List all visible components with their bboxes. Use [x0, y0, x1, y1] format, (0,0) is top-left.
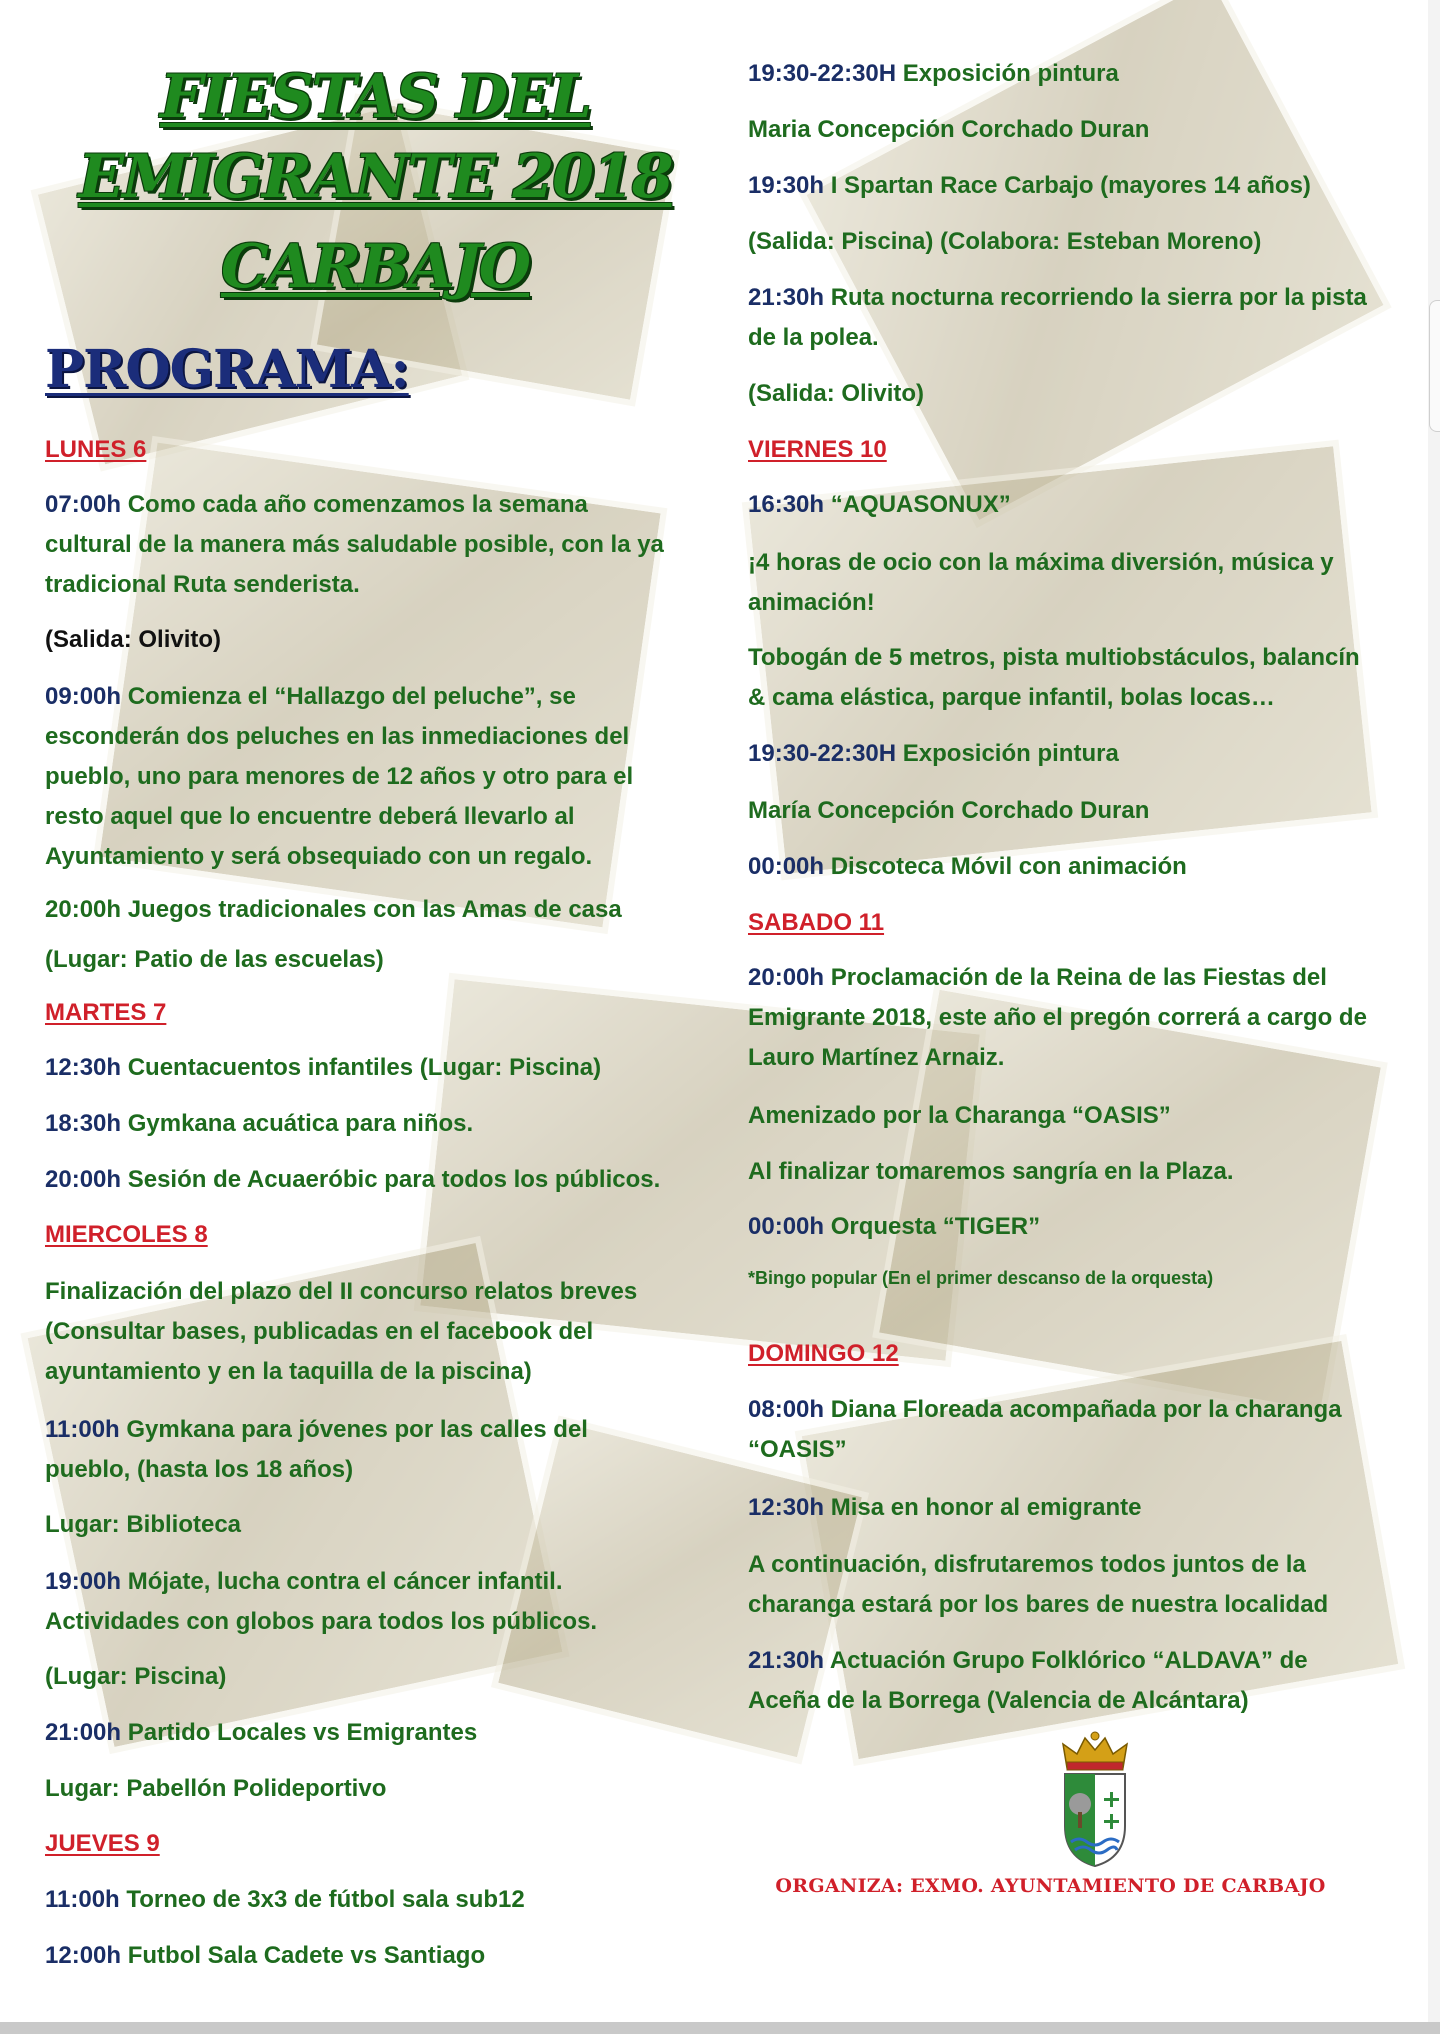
- event-lunes-3: [45, 677, 705, 877]
- event-miercoles-6: [45, 1713, 705, 1753]
- event-miercoles-1: [45, 1272, 705, 1392]
- event-time: 12:30h: [45, 1054, 122, 1081]
- event-text: Actividades con globos para todos los públicos.: [45, 1608, 598, 1635]
- day-heading-lunes: LUNES 6: [45, 436, 147, 463]
- event-time: 21:30h: [748, 1647, 825, 1674]
- event-text: Como cada año comenzamos la semana: [121, 491, 588, 518]
- event-text: Emigrante 2018, este año el pregón correrá a cargo de: [748, 1004, 1367, 1031]
- event-sabado-4: [748, 1207, 1408, 1247]
- event-text: Gymkana acuática para niños.: [121, 1110, 474, 1137]
- event-text: (Consultar bases, publicadas en el facebook del: [45, 1318, 594, 1345]
- event-text: Mójate, lucha contra el cáncer infantil.: [121, 1568, 563, 1595]
- event-jueves-2: [45, 1936, 705, 1976]
- event-domingo-4: [748, 1641, 1408, 1721]
- event-viernes-4: [748, 734, 1408, 774]
- event-time: 16:30h: [748, 491, 825, 518]
- event-lunes-2: [45, 620, 705, 660]
- event-text: Cuentacuentos infantiles (Lugar: Piscina): [121, 1054, 602, 1081]
- event-text: Orquesta “TIGER”: [824, 1213, 1041, 1240]
- event-text: ayuntamiento y en la taquilla de la piscina): [45, 1358, 532, 1385]
- event-text: tradicional Ruta senderista.: [45, 571, 360, 598]
- event-text: Ayuntamiento y será obsequiado con un regalo.: [45, 843, 593, 870]
- event-time: 18:30h: [45, 1110, 122, 1137]
- event-text: Partido Locales vs Emigrantes: [121, 1719, 478, 1746]
- event-text: 20:00h Juegos tradicionales con las Amas de casa: [45, 896, 622, 923]
- event-miercoles-2: [45, 1410, 705, 1490]
- programa-heading: PROGRAMA:: [45, 339, 409, 400]
- event-text: pueblo, (hasta los 18 años): [45, 1456, 354, 1483]
- day-heading-viernes: VIERNES 10: [748, 436, 887, 463]
- event-time: 20:00h: [748, 964, 825, 991]
- event-text: ¡4 horas de ocio con la máxima diversión, música y: [748, 549, 1334, 576]
- event-time: 19:00h: [45, 1568, 122, 1595]
- event-sabado-1: [748, 958, 1408, 1078]
- event-viernes-6: [748, 847, 1408, 887]
- event-sabado-2: [748, 1096, 1408, 1136]
- event-text: Al finalizar tomaremos sangría en la Plaza.: [748, 1158, 1234, 1185]
- event-text: Maria Concepción Corchado Duran: [748, 116, 1150, 143]
- event-text: resto aquel que lo encuentre deberá llevarlo al: [45, 803, 575, 830]
- organizer-credit: ORGANIZA: EXMO. AYUNTAMIENTO DE CARBAJO: [775, 1875, 1326, 1897]
- event-time: 11:00h: [45, 1416, 120, 1443]
- event-text: Actuación Grupo Folklórico “ALDAVA” de: [824, 1647, 1308, 1674]
- event-text: Gymkana para jóvenes por las calles del: [119, 1416, 588, 1443]
- event-domingo-1: [748, 1390, 1408, 1470]
- event-viernes-1: [748, 485, 1408, 525]
- event-viernes-5: [748, 791, 1408, 831]
- event-text: Misa en honor al emigrante: [824, 1494, 1142, 1521]
- event-text: Sesión de Acuaeróbic para todos los públicos.: [121, 1166, 661, 1193]
- event-text: (Salida: Olivito): [45, 626, 222, 653]
- event-time: 21:00h: [45, 1719, 122, 1746]
- event-text: “AQUASONUX”: [824, 491, 1011, 518]
- day-heading-martes: MARTES 7: [45, 999, 167, 1026]
- event-text: I Spartan Race Carbajo (mayores 14 años): [824, 172, 1311, 199]
- event-time: 12:30h: [748, 1494, 825, 1521]
- poster-title-line-2: EMIGRANTE 2018: [78, 142, 672, 212]
- poster-title-line-1: FIESTAS DEL: [160, 62, 590, 132]
- event-intro-5: [748, 278, 1408, 358]
- edge-handle[interactable]: [1429, 300, 1440, 432]
- event-martes-3: [45, 1160, 705, 1200]
- event-intro-2: [748, 110, 1408, 150]
- day-heading-miercoles: MIERCOLES 8: [45, 1221, 208, 1248]
- event-time: 20:00h: [45, 1166, 122, 1193]
- event-jueves-1: [45, 1880, 705, 1920]
- event-miercoles-7: [45, 1769, 705, 1809]
- event-text: Comienza el “Hallazgo del peluche”, se: [121, 683, 576, 710]
- event-intro-4: [748, 222, 1408, 262]
- event-text: Torneo de 3x3 de fútbol sala sub12: [119, 1886, 525, 1913]
- event-intro-6: [748, 374, 1408, 414]
- event-text: esconderán dos peluches en las inmediaciones del: [45, 723, 630, 750]
- event-lunes-4: [45, 890, 705, 930]
- event-domingo-3: [748, 1545, 1408, 1625]
- event-miercoles-4: [45, 1562, 705, 1642]
- day-heading-sabado: SABADO 11: [748, 909, 885, 936]
- event-text: Finalización del plazo del II concurso relatos breves: [45, 1278, 638, 1305]
- event-time: 07:00h: [45, 491, 122, 518]
- event-text: Aceña de la Borrega (Valencia de Alcántara): [748, 1687, 1249, 1714]
- event-text: Ruta nocturna recorriendo la sierra por la pista: [824, 284, 1367, 311]
- event-text: Proclamación de la Reina de las Fiestas del: [824, 964, 1327, 991]
- event-intro-1: [748, 54, 1408, 94]
- event-text: cultural de la manera más saludable posible, con la ya: [45, 531, 664, 558]
- event-martes-2: [45, 1104, 705, 1144]
- event-text: (Salida: Piscina) (Colabora: Esteban Moreno): [748, 228, 1262, 255]
- event-text: Exposición pintura: [896, 740, 1119, 767]
- event-text: (Lugar: Patio de las escuelas): [45, 946, 384, 973]
- event-text: Futbol Sala Cadete vs Santiago: [121, 1942, 486, 1969]
- event-martes-1: [45, 1048, 705, 1088]
- event-time: 09:00h: [45, 683, 122, 710]
- day-heading-domingo: DOMINGO 12: [748, 1340, 899, 1367]
- event-text: “OASIS”: [748, 1436, 847, 1463]
- event-viernes-3: [748, 638, 1408, 718]
- day-heading-jueves: JUEVES 9: [45, 1830, 160, 1857]
- event-time: 19:30h: [748, 172, 825, 199]
- event-lunes-1: [45, 485, 705, 605]
- event-time: 12:00h: [45, 1942, 122, 1969]
- event-intro-3: [748, 166, 1408, 206]
- event-text: María Concepción Corchado Duran: [748, 797, 1150, 824]
- event-time: 00:00h: [748, 1213, 825, 1240]
- event-time: 08:00h: [748, 1396, 825, 1423]
- event-text: (Salida: Olivito): [748, 380, 925, 407]
- event-text: Discoteca Móvil con animación: [824, 853, 1187, 880]
- event-text: Diana Floreada acompañada por la charanga: [824, 1396, 1342, 1423]
- event-text: Lugar: Biblioteca: [45, 1511, 242, 1538]
- event-miercoles-5: [45, 1657, 705, 1697]
- event-text: *Bingo popular (En el primer descanso de la orquesta): [748, 1268, 1214, 1288]
- event-text: charanga estará por los bares de nuestra localidad: [748, 1591, 1329, 1618]
- event-text: Amenizado por la Charanga “OASIS”: [748, 1102, 1171, 1129]
- event-miercoles-3: [45, 1505, 705, 1545]
- event-text: Exposición pintura: [896, 60, 1119, 87]
- event-sabado-3: [748, 1152, 1408, 1192]
- event-text: pueblo, uno para menores de 12 años y otro para el: [45, 763, 634, 790]
- event-lunes-5: [45, 940, 705, 980]
- event-domingo-2: [748, 1488, 1408, 1528]
- event-sabado-5: [748, 1264, 1408, 1292]
- event-time: 11:00h: [45, 1886, 120, 1913]
- event-viernes-2: [748, 543, 1408, 623]
- bottom-bar: [0, 2022, 1440, 2034]
- event-time: 21:30h: [748, 284, 825, 311]
- event-time: 19:30-22:30H: [748, 740, 897, 767]
- event-text: Tobogán de 5 metros, pista multiobstáculos, balancín: [748, 644, 1360, 671]
- event-text: Lugar: Pabellón Polideportivo: [45, 1775, 387, 1802]
- poster-title-line-3: CARBAJO: [220, 232, 530, 302]
- event-text: & cama elástica, parque infantil, bolas locas…: [748, 684, 1275, 711]
- event-text: de la polea.: [748, 324, 879, 351]
- event-text: animación!: [748, 589, 875, 616]
- event-time: 19:30-22:30H: [748, 60, 897, 87]
- event-time: 00:00h: [748, 853, 825, 880]
- coat-of-arms-icon: [1055, 1730, 1135, 1870]
- event-text: A continuación, disfrutaremos todos juntos de la: [748, 1551, 1306, 1578]
- event-text: (Lugar: Piscina): [45, 1663, 227, 1690]
- event-text: Lauro Martínez Arnaiz.: [748, 1044, 1005, 1071]
